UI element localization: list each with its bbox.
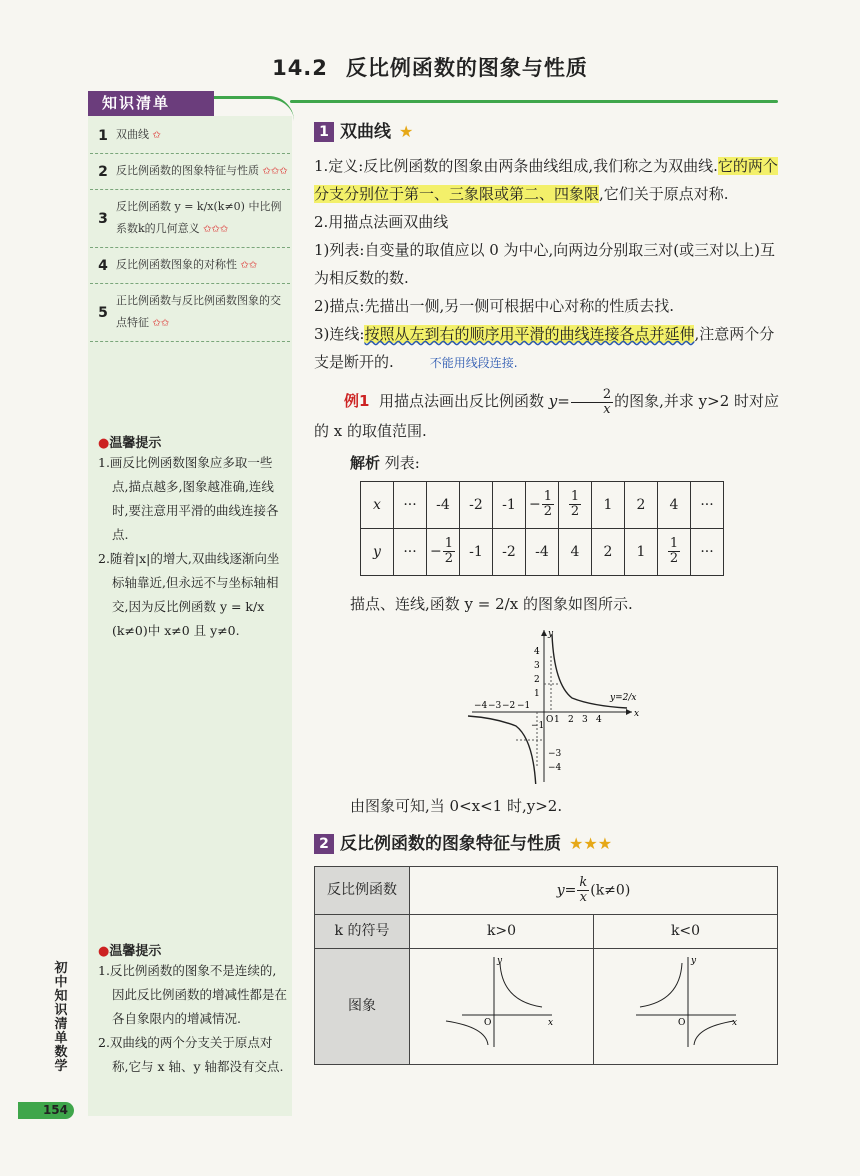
table-cell: ··· (394, 528, 427, 575)
toc-item (90, 118, 290, 154)
section-heading-text: 双曲线 (340, 122, 391, 142)
table-cell: y (361, 528, 394, 575)
toc-num: 2 (98, 163, 108, 180)
section-number-badge: 1 (314, 122, 334, 142)
tip-body (98, 959, 288, 1079)
table-cell: 1 (625, 528, 658, 575)
svg-text:1: 1 (554, 714, 560, 725)
value-table (360, 481, 724, 576)
bullet-icon: ● (98, 944, 110, 959)
section-title: 反比例函数的图象与性质 (345, 56, 588, 80)
toc-item (90, 154, 290, 190)
tip-paragraph: 2.双曲线的两个分支关于原点对称,它与 x 轴、y 轴都没有交点. (98, 1035, 284, 1074)
svg-text:x: x (731, 1018, 737, 1028)
svg-text:O: O (677, 1018, 685, 1028)
table-row (315, 914, 778, 948)
table-cell: $\frac{1}{2}$ (658, 528, 691, 575)
toc-num: 4 (98, 257, 108, 274)
table-cell: $\frac{1}{2}$ (559, 481, 592, 528)
row-label: 图象 (315, 948, 410, 1064)
highlight: 按照从左到右的顺序用平滑的曲线连接各点并延伸 (364, 325, 695, 343)
step-plot: 2)描点:先描出一侧,另一侧可根据中心对称的性质去找. (314, 297, 674, 315)
star-icon: ✩ (152, 130, 161, 141)
solution: 解析 列表: (350, 453, 420, 472)
tip-body (98, 451, 288, 643)
svg-text:x: x (634, 708, 640, 719)
header-rule (290, 100, 778, 103)
step-list: 1)列表:自变量的取值应以 0 为中心,向两边分别取三对(或三对以上)互为相反数的数. (314, 241, 776, 287)
toc-text: 反比例函数 y = k/x(k≠0) 中比例系数k的几何意义 ✩✩✩ (116, 200, 282, 235)
hyperbola-k-positive (442, 951, 562, 1051)
svg-text:x: x (547, 1018, 553, 1028)
conclusion: 由图象可知,当 0<x<1 时,y>2. (350, 796, 563, 815)
formula: y= $\frac{2}{x}$ (548, 386, 612, 417)
table-cell: -1 (460, 528, 493, 575)
k-positive: k>0 (410, 914, 594, 948)
table-cell: x (361, 481, 394, 528)
tip-box-1 (98, 432, 288, 643)
table-cell: ··· (691, 528, 724, 575)
svg-text:−1: −1 (531, 720, 545, 731)
example-label: 例1 (344, 392, 370, 410)
table-cell: -1 (493, 481, 526, 528)
star-icon: ✩✩ (152, 318, 170, 329)
svg-text:y: y (548, 628, 554, 639)
after-table-text: 描点、连线,函数 y = 2/x 的图象如图所示. (350, 594, 633, 613)
tip-paragraph: 2.随着|x|的增大,双曲线逐渐向坐标轴靠近,但永远不与坐标轴相交,因为反比例函数 y = k/x (k≠0)中 x≠0 且 y≠0. (98, 551, 280, 638)
row-label: 反比例函数 (315, 866, 410, 914)
toc-item (90, 190, 290, 248)
toc-text: 正比例函数与反比例函数图象的交点特征 ✩✩ (116, 294, 281, 329)
toc-text: 反比例函数图象的对称性 ✩✩ (116, 258, 258, 271)
table-cell: -2 (493, 528, 526, 575)
section-number-badge: 2 (314, 834, 334, 854)
table-cell: − $\frac{1}{2}$ (427, 528, 460, 575)
book-title-vertical: 初中知识清单 数学 (54, 961, 68, 1074)
toc-num: 3 (98, 210, 108, 227)
toc-num: 5 (98, 304, 108, 321)
svg-text:O: O (546, 714, 554, 725)
svg-text:y: y (690, 956, 696, 966)
graph-label: y=2/x (610, 692, 637, 703)
svg-text:−4: −4 (474, 700, 488, 711)
formula-cell: y= $\frac{k}{x}$ (k≠0) (410, 866, 778, 914)
table-row (361, 528, 724, 575)
toc-text: 反比例函数的图象特征与性质 ✩✩✩ (116, 164, 288, 177)
tip-paragraph: 1.反比例函数的图象不是连续的,因此反比例函数的增减性都是在各自象限内的增减情况. (98, 963, 288, 1026)
table-cell: − $\frac{1}{2}$ (526, 481, 559, 528)
table-row (315, 948, 778, 1064)
graph-k-positive (410, 948, 594, 1064)
svg-text:2: 2 (534, 674, 540, 685)
table-cell: ··· (691, 481, 724, 528)
toc-item (90, 284, 290, 342)
table-cell: -4 (526, 528, 559, 575)
table-cell: ··· (394, 481, 427, 528)
section-number: 14.2 (272, 56, 328, 80)
toc-num: 1 (98, 127, 108, 144)
table-row (315, 866, 778, 914)
sub-heading: 2.用描点法画双曲线 (314, 213, 449, 231)
svg-text:y: y (496, 956, 502, 966)
table-cell: -2 (460, 481, 493, 528)
property-table (314, 866, 778, 1065)
svg-text:−1: −1 (517, 700, 531, 711)
svg-text:−3: −3 (488, 700, 502, 711)
table-cell: 1 (592, 481, 625, 528)
table-cell: 2 (592, 528, 625, 575)
hyperbola-graph (462, 624, 662, 784)
star-icon: ✩✩ (240, 260, 258, 271)
tip-paragraph: 1.画反比例函数图象应多取一些点,描点越多,图象越准确,连线时,要注意用平滑的曲线连接各点. (98, 455, 279, 542)
main-content (314, 118, 784, 1065)
tip-heading: ●温馨提示 (98, 436, 162, 451)
highlight: 它的两个分支分别位于第一、三象限或第二、四象限 (314, 157, 778, 203)
section-1-heading (314, 118, 784, 146)
definition: 1.定义:反比例函数的图象由两条曲线组成,我们称之为双曲线.它的两个分支分别位于第一、三象限或第二、四象限,它们关于原点对称. (314, 157, 778, 203)
svg-text:1: 1 (534, 688, 540, 699)
svg-text:O: O (483, 1018, 491, 1028)
toc-list (90, 118, 290, 342)
svg-text:3: 3 (582, 714, 588, 725)
table-cell: 4 (559, 528, 592, 575)
svg-text:4: 4 (596, 714, 602, 725)
svg-text:2: 2 (568, 714, 574, 725)
section-2-heading (314, 830, 784, 858)
svg-text:−2: −2 (502, 700, 516, 711)
table-cell: 2 (625, 481, 658, 528)
hyperbola-k-negative (626, 951, 746, 1051)
svg-text:−3: −3 (548, 748, 562, 759)
section-heading-text: 反比例函数的图象特征与性质 (340, 833, 561, 854)
tip-box-2 (98, 940, 288, 1079)
toc-item (90, 248, 290, 284)
row-label: k 的符号 (315, 914, 410, 948)
step-connect: 3)连线:按照从左到右的顺序用平滑的曲线连接各点并延伸,注意两个分支是断开的. 不能用线段连接. (314, 325, 775, 371)
svg-text:4: 4 (534, 646, 540, 657)
table-cell: -4 (427, 481, 460, 528)
svg-text:3: 3 (534, 660, 540, 671)
star-icon: ★★★ (569, 833, 613, 853)
example-1: 例1 用描点法画出反比例函数 y= $\frac{2}{x}$ 的图象,并求 y>2 时对应的 x 的取值范围. (314, 386, 780, 440)
star-icon: ✩✩✩ (262, 166, 288, 177)
page-title (0, 52, 860, 82)
star-icon: ✩✩✩ (203, 224, 229, 235)
page-number: 154 (18, 1102, 74, 1119)
table-row (361, 481, 724, 528)
star-icon: ★ (399, 122, 414, 141)
handwritten-note: 不能用线段连接. (429, 356, 518, 370)
tip-heading: ●温馨提示 (98, 944, 162, 959)
bullet-icon: ● (98, 436, 110, 451)
k-negative: k<0 (594, 914, 778, 948)
table-cell: 4 (658, 481, 691, 528)
svg-text:−4: −4 (548, 762, 562, 773)
toc-text: 双曲线 ✩ (116, 128, 161, 141)
graph-k-negative (594, 948, 778, 1064)
knowledge-tag: 知识清单 (88, 91, 214, 116)
